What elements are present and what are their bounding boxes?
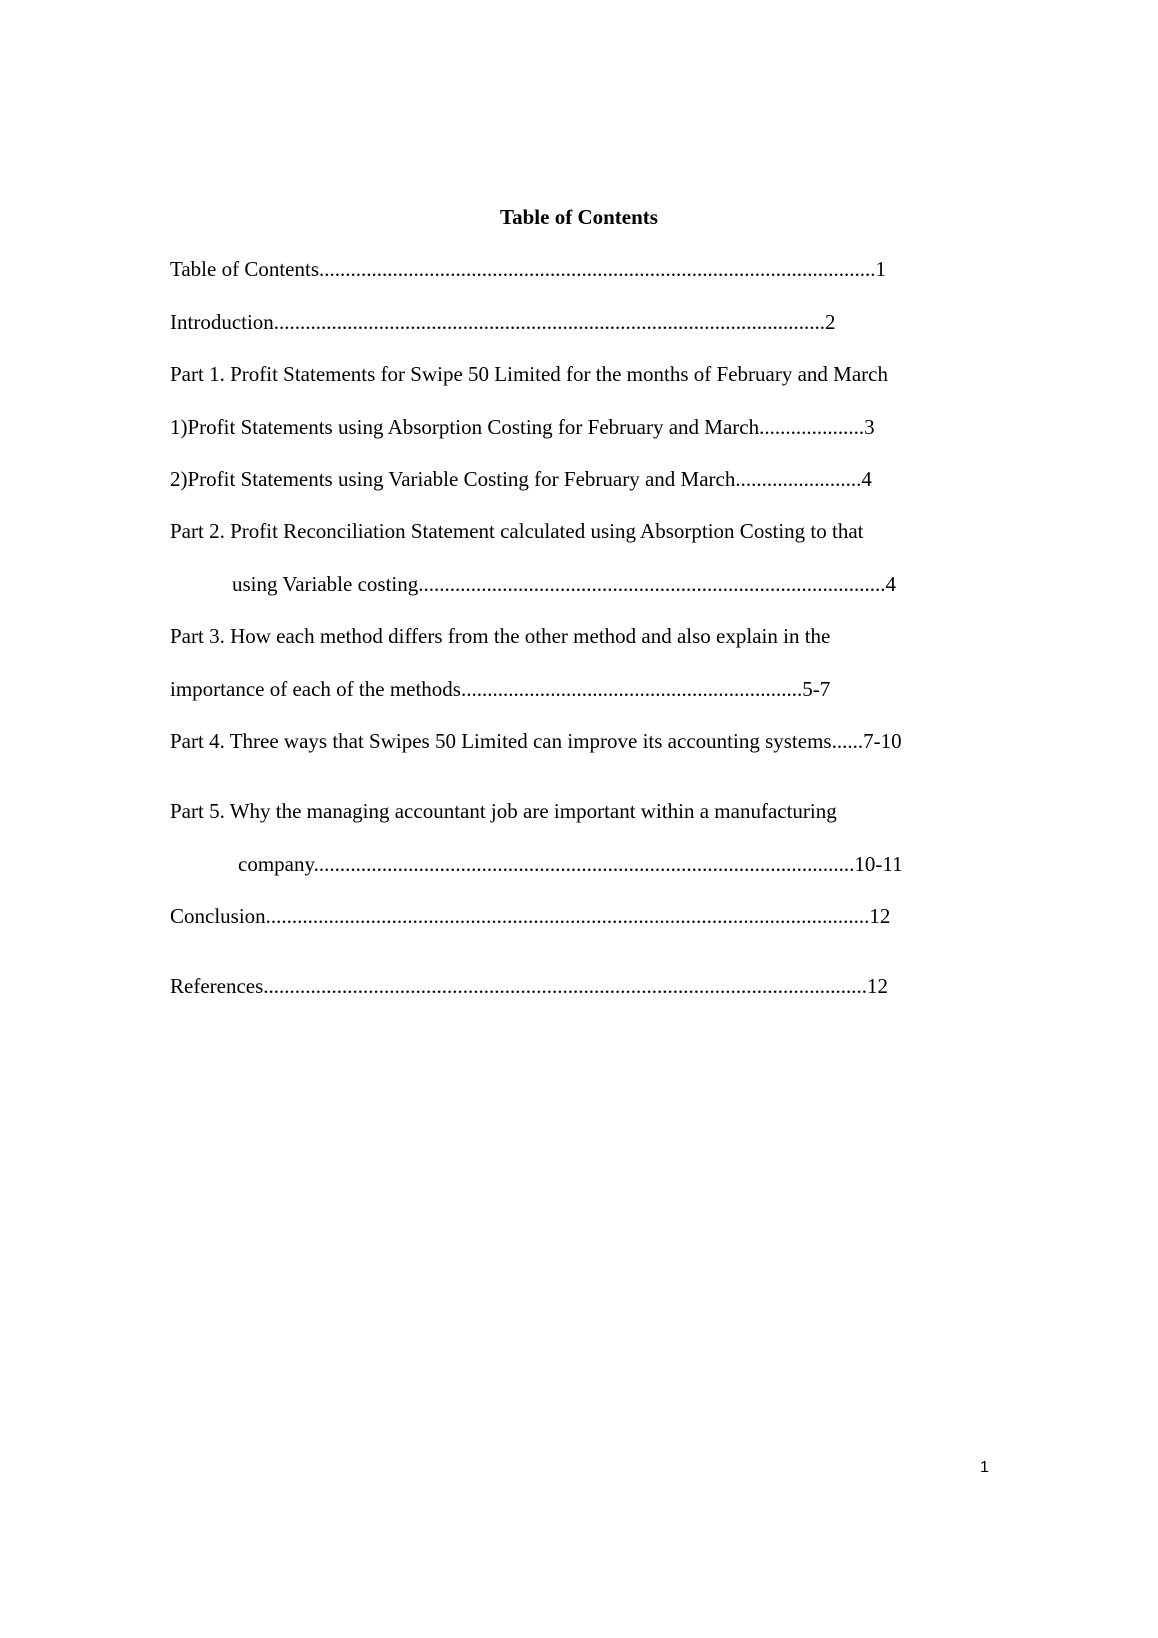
toc-entry-part-4: Part 4. Three ways that Swipes 50 Limited can improve its accounting systems......7-10 — [170, 729, 902, 753]
toc-entry-part-1-variable: 2)Profit Statements using Variable Costing for February and March........................4 — [170, 467, 872, 491]
toc-entry-table-of-contents: Table of Contents..........................................................................................................1 — [170, 257, 886, 281]
toc-entry-part-1: Part 1. Profit Statements for Swipe 50 Limited for the months of February and March — [170, 362, 888, 386]
toc-entry-introduction: Introduction.........................................................................................................2 — [170, 310, 836, 334]
toc-entry-part-2-continued: using Variable costing.........................................................................................4 — [232, 572, 897, 596]
toc-entry-references: References...................................................................................................................12 — [170, 974, 889, 998]
toc-entry-part-2: Part 2. Profit Reconciliation Statement calculated using Absorption Costing to that — [170, 519, 864, 543]
page-number: 1 — [980, 1459, 989, 1476]
page-title: Table of Contents — [500, 205, 658, 229]
toc-entry-conclusion: Conclusion...................................................................................................................12 — [170, 904, 891, 928]
toc-entry-part-5: Part 5. Why the managing accountant job are important within a manufacturing — [170, 799, 837, 823]
toc-entry-part-3: Part 3. How each method differs from the other method and also explain in the — [170, 624, 831, 648]
toc-entry-part-3-continued: importance of each of the methods.................................................................5-7 — [170, 677, 831, 701]
toc-entry-part-5-continued: company.......................................................................................................10-11 — [238, 852, 903, 876]
toc-entry-part-1-absorption: 1)Profit Statements using Absorption Costing for February and March....................3 — [170, 415, 875, 439]
